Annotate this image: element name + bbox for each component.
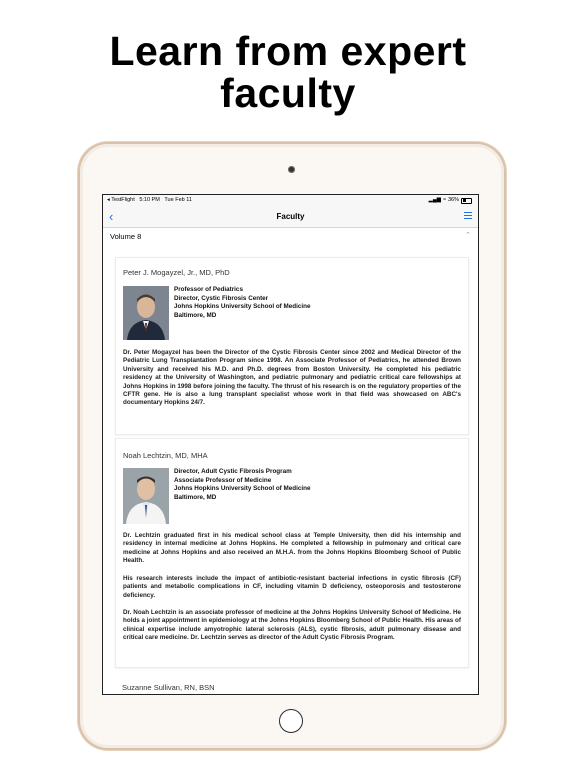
faculty-title-line: Johns Hopkins University School of Medicine (174, 485, 311, 492)
battery-icon (461, 198, 472, 204)
faculty-bio-paragraph: His research interests include the impact of antibiotic-resistant bacterial infections in cystic fibrosis (CF) patients and metabolic complications in CF, including vitamin D deficiency, osteoporosis and testosterone deficiency. (123, 575, 461, 599)
faculty-list (103, 245, 478, 694)
status-carrier[interactable]: ◂ TestFlight (107, 197, 135, 203)
faculty-title-line: Director, Cystic Fibrosis Center (174, 294, 269, 302)
section-title: Volume 8 (110, 232, 142, 241)
navigation-bar (103, 206, 478, 228)
faculty-title-line: Professor of Pediatrics (174, 286, 243, 293)
camera-icon (288, 166, 295, 173)
faculty-name: Peter J. Mogayzel, Jr., MD, PhD (123, 268, 230, 277)
faculty-title-line: Director, Adult Cystic Fibrosis Program (174, 468, 292, 475)
faculty-title-line: Associate Professor of Medicine (174, 476, 272, 484)
faculty-bio-paragraph: Dr. Lechtzin graduated first in his medical school class at Temple University, then did his internship and residency in internal medicine at Johns Hopkins. He completed a fellowship in pulmonary and critical care medicine at Johns Hopkins and also received an M.H.A. from the Johns Hopkins Bloomberg School of Public Health. (123, 532, 461, 565)
wifi-icon: ≈ (442, 197, 446, 203)
nav-title: Faculty (276, 212, 305, 221)
faculty-titles (174, 286, 310, 320)
headline-line-1: Learn from expert (109, 28, 467, 74)
headline-line-2: faculty (220, 70, 356, 116)
status-bar (103, 195, 478, 206)
faculty-title-line: Baltimore, MD (174, 493, 217, 501)
home-button[interactable] (279, 709, 303, 733)
faculty-bio-paragraph: Dr. Noah Lechtzin is an associate professor of medicine at the Johns Hopkins University School of Medicine. He holds a joint appointment in epidemiology at the Johns Hopkins Bloomberg School of Public Health. His areas of clinical expertise include amyotrophic lateral sclerosis (ALS), cystic fibrosis, adult pulmonary disease and critical care medicine. Dr. Lechtzin serves as director of the Adult Cystic Fibrosis Program. (123, 609, 461, 642)
faculty-title-line: Baltimore, MD (174, 311, 217, 319)
status-date: Tue Feb 11 (164, 197, 192, 203)
hamburger-menu-icon[interactable] (464, 212, 472, 220)
promo-headline (0, 30, 576, 114)
faculty-title-line: Johns Hopkins University School of Medicine (174, 303, 311, 310)
signal-icon: ▂▄▆ (428, 197, 441, 203)
chevron-up-icon[interactable]: ⌃ (465, 232, 471, 239)
battery-percent: 36% (447, 197, 459, 203)
faculty-name[interactable]: Suzanne Sullivan, RN, BSN (122, 683, 215, 692)
faculty-card[interactable] (115, 257, 469, 435)
faculty-card[interactable] (115, 438, 469, 668)
app-screen (102, 194, 479, 695)
faculty-photo (123, 286, 169, 340)
faculty-titles (174, 468, 310, 502)
faculty-photo (123, 468, 169, 524)
faculty-bio: Dr. Peter Mogayzel has been the Director of the Cystic Fibrosis Center since 2002 and Medical Director of the Pediatric Lung Transplantation Program since 1998. An Associate Professor of Pediatrics, he attended Brown University and received his M.D. and Ph.D. degrees from Boston University. He completed his pediatric residency at the University of Washington, and pediatric pulmonary and pediatric critical care fellowships at Johns Hopkins in 1998 before joining the faculty. The thrust of his research is on the regulatory properties of the CFTR gene. He is also a lung transplant specialist whose work in that field was showcased on ABC's documentary Hopkins 24/7. (123, 349, 461, 407)
status-time: 5:10 PM (139, 197, 160, 203)
chevron-left-icon[interactable]: ‹ (109, 209, 114, 224)
faculty-name: Noah Lechtzin, MD, MHA (123, 451, 208, 460)
